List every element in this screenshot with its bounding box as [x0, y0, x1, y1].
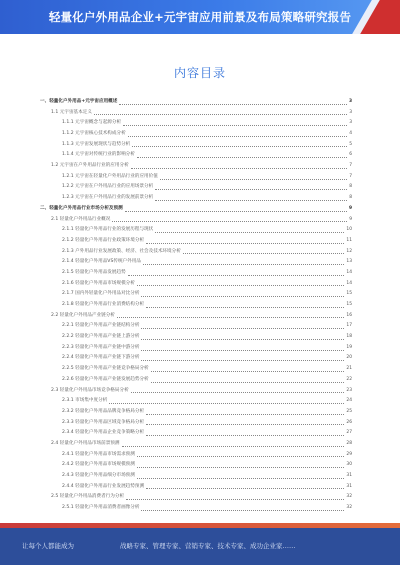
toc-dot-leader	[137, 456, 345, 457]
toc-dot-leader	[132, 146, 347, 147]
toc-entry-page: 12	[346, 248, 352, 254]
toc-entry-label: 1.1 元宇宙基本定义	[51, 109, 92, 115]
toc-entry-label: 2.2.5 轻量化户外用品产业链竞争格局分析	[62, 366, 149, 372]
toc-dot-leader	[141, 360, 344, 361]
toc-entry-page: 8	[349, 195, 352, 201]
toc-entry-page: 9	[349, 216, 352, 222]
toc-dot-leader	[119, 104, 347, 105]
toc-entry-label: 2.1.4 轻量化户外用品VS传统户外用品	[62, 259, 141, 265]
report-header	[0, 0, 400, 34]
toc-entry-page: 25	[346, 408, 352, 414]
toc-entry-label: 2.3.3 轻量化户外用品区域竞争格局分析	[62, 419, 145, 425]
toc-entry-page: 15	[346, 291, 352, 297]
toc-entry[interactable]	[40, 183, 352, 194]
toc-entry[interactable]	[40, 215, 352, 226]
toc-dot-leader	[143, 264, 344, 265]
toc-entry[interactable]	[40, 204, 352, 215]
toc-entry-label: 2.1 轻量化户外用品行业概况	[51, 216, 111, 222]
toc-entry[interactable]	[40, 236, 352, 247]
toc-entry-label: 2.3 轻量化户外用品市场竞争格局分析	[51, 387, 129, 393]
toc-entry-label: 1.1.4 元宇宙对传统行业的影响分析	[62, 152, 135, 158]
toc-entry-page: 29	[346, 451, 352, 457]
toc-entry-page: 27	[346, 430, 352, 436]
toc-entry-label: 1.1.3 元宇宙发展现状与趋势分析	[62, 141, 131, 147]
toc-entry-label: 2.1.2 轻量化户外用品行业政策环境分析	[62, 237, 145, 243]
toc-entry-label: 2.3.4 轻量化户外用品企业竞争策略分析	[62, 430, 145, 436]
toc-entry-label: 1.2 元宇宙在户外用品行业的应用分析	[51, 163, 129, 169]
toc-entry-page: 30	[346, 462, 352, 468]
toc-dot-leader	[128, 136, 348, 137]
toc-dot-leader	[137, 478, 345, 479]
toc-entry[interactable]	[40, 386, 352, 397]
toc-entry-label: 2.1.6 轻量化户外用品市场规模分析	[62, 280, 135, 286]
toc-entry-label: 2.2.2 轻量化户外用品产业链上游分析	[62, 334, 140, 340]
toc-dot-leader	[151, 382, 345, 383]
toc-entry[interactable]	[40, 225, 352, 236]
toc-entry[interactable]	[40, 193, 352, 204]
toc-entry[interactable]	[40, 492, 352, 503]
toc-entry[interactable]	[40, 439, 352, 450]
toc-dot-leader	[146, 243, 344, 244]
toc-entry-page: 14	[346, 280, 352, 286]
toc-dot-leader	[146, 435, 344, 436]
toc-entry-page: 3	[349, 120, 352, 126]
toc-dot-leader	[155, 189, 347, 190]
toc-dot-leader	[146, 414, 344, 415]
toc-dot-leader	[155, 232, 344, 233]
toc-entry-label: 2.4.2 轻量化户外用品市场规模预测	[62, 462, 135, 468]
toc-entry-label: 2.2.1 轻量化户外用品产业链结构分析	[62, 323, 140, 329]
toc-entry-label: 2.4 轻量化户外用品市场前景预测	[51, 440, 120, 446]
toc-entry-label: 2.3.2 轻量化户外用品品牌竞争格局分析	[62, 408, 145, 414]
toc-dot-leader	[160, 179, 347, 180]
toc-entry-label: 2.3.1 市场集中度分析	[62, 398, 108, 404]
toc-entry-page: 17	[346, 323, 352, 329]
toc-entry[interactable]	[40, 279, 352, 290]
toc-dot-leader	[146, 307, 344, 308]
toc-dot-leader	[141, 350, 344, 351]
toc-entry-page: 22	[346, 376, 352, 382]
toc-entry-label: 1.2.3 元宇宙在户外用品行业的发展前景分析	[62, 195, 154, 201]
toc-dot-leader	[155, 200, 347, 201]
toc-entry-page: 4	[349, 131, 352, 137]
footer-slogan-left: 让每个人都能成为	[22, 542, 74, 550]
toc-dot-leader	[146, 424, 344, 425]
toc-entry[interactable]	[40, 471, 352, 482]
toc-entry-page: 21	[346, 366, 352, 372]
toc-entry-label: 2.2 轻量化户外用品产业链分析	[51, 312, 115, 318]
toc-entry-page: 31	[346, 473, 352, 479]
toc-entry-page: 14	[346, 269, 352, 275]
toc-entry-page: 15	[346, 302, 352, 308]
toc-entry[interactable]	[40, 482, 352, 493]
toc-entry-page: 24	[346, 398, 352, 404]
toc-entry-label: 2.4.4 轻量化户外用品行业发展趋势预测	[62, 483, 145, 489]
toc-entry[interactable]	[40, 161, 352, 172]
toc-dot-leader	[131, 168, 348, 169]
toc-dot-leader	[117, 317, 345, 318]
toc-heading: 内容目录	[173, 66, 226, 80]
toc-dot-leader	[109, 403, 344, 404]
toc-dot-leader	[122, 446, 345, 447]
toc-entry[interactable]	[40, 321, 352, 332]
toc-dot-leader	[137, 285, 345, 286]
toc-entry-label: 1.2.1 元宇宙在轻量化户外用品行业的应用价值	[62, 173, 158, 179]
toc-dot-leader	[126, 499, 344, 500]
toc-entry-page: 13	[346, 259, 352, 265]
toc-entry-page: 8	[349, 184, 352, 190]
toc-entry[interactable]	[40, 396, 352, 407]
toc-dot-leader	[146, 488, 344, 489]
toc-entry[interactable]	[40, 108, 352, 119]
toc-entry[interactable]	[40, 311, 352, 322]
toc-entry-label: 一、轻量化户外用品+元宇宙应用概述	[40, 98, 118, 104]
toc-entry-page: 16	[346, 312, 352, 318]
toc-entry[interactable]	[40, 300, 352, 311]
toc-entry[interactable]	[40, 140, 352, 151]
footer-slogan-right: 战略专家、管理专家、营销专家、技术专家、成功企业家……	[120, 542, 296, 550]
toc-entry-label: 2.1.7 国内外轻量化户外用品对比分析	[62, 291, 140, 297]
toc-entry-page: 3	[349, 109, 352, 115]
toc-dot-leader	[141, 510, 344, 511]
toc-entry-label: 2.4.3 轻量化户外用品细分市场预测	[62, 473, 135, 479]
toc-entry[interactable]	[40, 503, 352, 514]
toc-entry[interactable]	[40, 129, 352, 140]
toc-entry-label: 2.1.3 户外用品行业发展政策、经济、社会及技术环境分析	[62, 248, 181, 254]
toc-entry-label: 2.2.3 轻量化户外用品产业链中游分析	[62, 344, 140, 350]
toc-entry[interactable]	[40, 97, 352, 108]
toc-dot-leader	[141, 296, 344, 297]
toc-entry-page: 6	[349, 152, 352, 158]
toc-entry-page: 3	[348, 98, 352, 104]
toc-dot-leader	[128, 275, 345, 276]
toc-entry[interactable]	[40, 289, 352, 300]
toc-entry[interactable]	[40, 332, 352, 343]
toc-dot-leader	[112, 221, 347, 222]
toc-dot-leader	[125, 211, 347, 212]
toc-entry-page: 32	[346, 505, 352, 511]
toc-entry-page: 7	[349, 163, 352, 169]
toc-entry-page: 11	[346, 237, 352, 243]
toc-entry[interactable]	[40, 428, 352, 439]
toc-dot-leader	[94, 114, 347, 115]
toc-dot-leader	[183, 253, 345, 254]
toc-entry-page: 28	[346, 440, 352, 446]
toc-dot-leader	[141, 328, 344, 329]
toc-entry[interactable]	[40, 364, 352, 375]
toc-entry[interactable]	[40, 418, 352, 429]
toc-entry-page: 18	[346, 334, 352, 340]
toc-entry[interactable]	[40, 407, 352, 418]
toc-entry[interactable]	[40, 257, 352, 268]
toc-entry[interactable]	[40, 343, 352, 354]
toc-entry-page: 19	[346, 344, 352, 350]
toc-entry[interactable]	[40, 172, 352, 183]
toc-dot-leader	[141, 339, 344, 340]
toc-entry-label: 1.1.1 元宇宙概念与起源分析	[62, 120, 122, 126]
footer-accent-bar	[0, 523, 400, 528]
toc-dot-leader	[151, 371, 345, 372]
toc-entry[interactable]	[40, 247, 352, 258]
toc-entry-page: 23	[346, 387, 352, 393]
toc-dot-leader	[123, 125, 347, 126]
toc-entry-label: 2.1.8 轻量化户外用品行业消费结构分析	[62, 302, 145, 308]
toc-entry[interactable]	[40, 375, 352, 386]
toc-entry-label: 2.1.1 轻量化户外用品行业的发展历程与现状	[62, 227, 154, 233]
toc-entry-page: 20	[346, 355, 352, 361]
toc-entry[interactable]	[40, 150, 352, 161]
toc-entry[interactable]	[40, 354, 352, 365]
toc-entry-label: 2.2.4 轻量化户外用品产业链下游分析	[62, 355, 140, 361]
toc-entry[interactable]	[40, 450, 352, 461]
toc-entry-page: 5	[349, 141, 352, 147]
toc-entry-label: 2.5.1 轻量化户外用品消费者画像分析	[62, 505, 140, 511]
toc-entry-label: 1.2.2 元宇宙在户外用品行业的应用场景分析	[62, 184, 154, 190]
toc-dot-leader	[137, 157, 347, 158]
page-footer	[0, 523, 400, 565]
toc-entry-page: 7	[349, 173, 352, 179]
toc-entry-label: 二、轻量化户外用品行业市场分析及预测	[40, 205, 123, 211]
report-title: 轻量化户外用品企业+元宇宙应用前景及布局策略研究报告	[48, 10, 352, 24]
toc-entry[interactable]	[40, 268, 352, 279]
toc-entry-page: 10	[346, 227, 352, 233]
toc-dot-leader	[137, 467, 345, 468]
toc-entry[interactable]	[40, 118, 352, 129]
toc-entry[interactable]	[40, 460, 352, 471]
toc-entry-label: 2.4.1 轻量化户外用品市场需求预测	[62, 451, 135, 457]
toc-entry-page: 9	[348, 205, 352, 211]
toc-entry-label: 2.5 轻量化户外用品消费者行为分析	[51, 494, 125, 500]
table-of-contents	[40, 97, 352, 514]
toc-entry-label: 1.1.2 元宇宙核心技术构成分析	[62, 131, 126, 137]
toc-entry-label: 2.1.5 轻量化户外用品发展趋势	[62, 269, 126, 275]
toc-entry-label: 2.2.6 轻量化户外用品产业链发展趋势分析	[62, 376, 149, 382]
toc-entry-page: 31	[346, 483, 352, 489]
toc-entry-page: 26	[346, 419, 352, 425]
toc-entry-page: 32	[346, 494, 352, 500]
toc-dot-leader	[131, 392, 345, 393]
